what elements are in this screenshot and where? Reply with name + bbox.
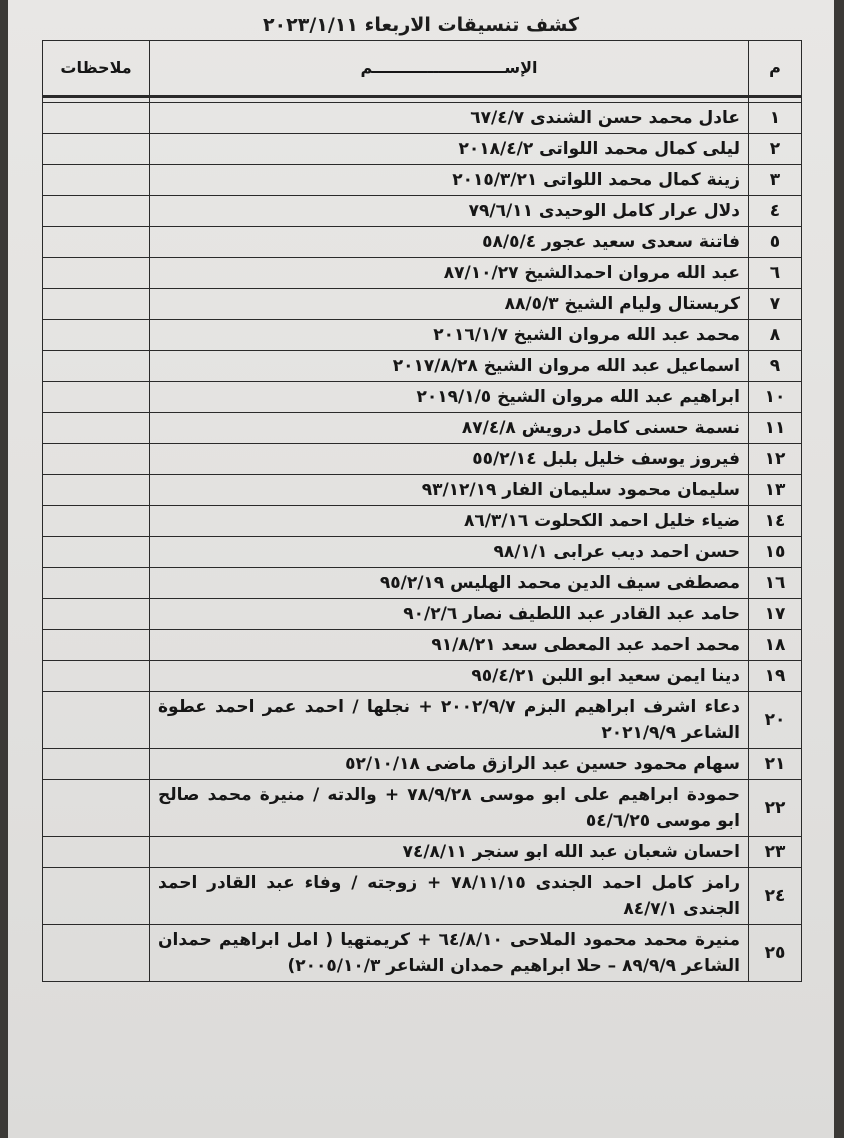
document-page	[8, 0, 834, 1138]
row-notes	[43, 289, 150, 320]
table-row	[43, 661, 802, 692]
header-notes: ملاحظات	[43, 41, 150, 97]
row-name: محمد عبد الله مروان الشيخ ٢٠١٦/١/٧	[150, 320, 749, 351]
row-notes	[43, 351, 150, 382]
table-row	[43, 382, 802, 413]
row-number: ١٣	[749, 475, 802, 506]
row-notes	[43, 868, 150, 925]
table-row	[43, 196, 802, 227]
table-row	[43, 568, 802, 599]
row-name: فاتنة سعدى سعيد عجور ٥٨/٥/٤	[150, 227, 749, 258]
table-row	[43, 289, 802, 320]
row-number: ٥	[749, 227, 802, 258]
table-row	[43, 749, 802, 780]
row-notes	[43, 103, 150, 134]
row-notes	[43, 661, 150, 692]
row-name: حامد عبد القادر عبد اللطيف نصار ٩٠/٢/٦	[150, 599, 749, 630]
row-name: كريستال وليام الشيخ ٨٨/٥/٣	[150, 289, 749, 320]
row-number: ١٥	[749, 537, 802, 568]
row-name: زينة كمال محمد اللواتى ٢٠١٥/٣/٢١	[150, 165, 749, 196]
row-number: ٢٤	[749, 868, 802, 925]
row-number: ١٩	[749, 661, 802, 692]
table-row	[43, 258, 802, 289]
table-row	[43, 134, 802, 165]
table-row	[43, 780, 802, 837]
row-number: ٩	[749, 351, 802, 382]
row-name: دينا ايمن سعيد ابو اللبن ٩٥/٤/٢١	[150, 661, 749, 692]
row-name: سليمان محمود سليمان الفار ٩٣/١٢/١٩	[150, 475, 749, 506]
header-number: م	[749, 41, 802, 97]
row-notes	[43, 196, 150, 227]
table-row	[43, 165, 802, 196]
row-number: ١	[749, 103, 802, 134]
table-row	[43, 227, 802, 258]
row-name: احسان شعبان عبد الله ابو سنجر ٧٤/٨/١١	[150, 837, 749, 868]
table-row	[43, 868, 802, 925]
row-name: فيروز يوسف خليل بلبل ٥٥/٢/١٤	[150, 444, 749, 475]
row-name: عادل محمد حسن الشندى ٦٧/٤/٧	[150, 103, 749, 134]
row-name: عبد الله مروان احمدالشيخ ٨٧/١٠/٢٧	[150, 258, 749, 289]
row-number: ٢٢	[749, 780, 802, 837]
row-notes	[43, 165, 150, 196]
row-notes	[43, 134, 150, 165]
row-notes	[43, 630, 150, 661]
table-body	[43, 97, 802, 982]
row-number: ٣	[749, 165, 802, 196]
row-name: سهام محمود حسين عبد الرازق ماضى ٥٢/١٠/١٨	[150, 749, 749, 780]
header-name: الإســــــــــــــــــــــــم	[150, 41, 749, 97]
row-name: ضياء خليل احمد الكحلوت ٨٦/٣/١٦	[150, 506, 749, 537]
row-name: دلال عرار كامل الوحيدى ٧٩/٦/١١	[150, 196, 749, 227]
row-notes	[43, 537, 150, 568]
row-notes	[43, 258, 150, 289]
table-row	[43, 444, 802, 475]
row-name: منيرة محمد محمود الملاحى ٦٤/٨/١٠ + كريمتهيا ( امل ابراهيم حمدان الشاعر ٨٩/٩/٩ – حلا ابراهيم حمدان الشاعر ٢٠٠٥/١٠/٣)	[150, 925, 749, 982]
row-name: اسماعيل عبد الله مروان الشيخ ٢٠١٧/٨/٢٨	[150, 351, 749, 382]
row-notes	[43, 925, 150, 982]
document-title: كشف تنسيقات الاربعاء ٢٠٢٣/١/١١	[262, 14, 580, 36]
row-name: نسمة حسنى كامل درويش ٨٧/٤/٨	[150, 413, 749, 444]
table-row	[43, 599, 802, 630]
table-header-row	[43, 41, 802, 97]
row-name: ابراهيم عبد الله مروان الشيخ ٢٠١٩/١/٥	[150, 382, 749, 413]
table-row	[43, 630, 802, 661]
row-number: ٢٥	[749, 925, 802, 982]
row-notes	[43, 413, 150, 444]
row-notes	[43, 227, 150, 258]
table-row	[43, 351, 802, 382]
row-notes	[43, 506, 150, 537]
row-number: ٢	[749, 134, 802, 165]
row-number: ٨	[749, 320, 802, 351]
table-row	[43, 537, 802, 568]
row-number: ١٧	[749, 599, 802, 630]
row-number: ١٢	[749, 444, 802, 475]
table-row	[43, 413, 802, 444]
row-number: ١١	[749, 413, 802, 444]
row-number: ١٨	[749, 630, 802, 661]
row-name: ليلى كمال محمد اللواتى ٢٠١٨/٤/٢	[150, 134, 749, 165]
table-row	[43, 925, 802, 982]
row-number: ٢١	[749, 749, 802, 780]
row-notes	[43, 320, 150, 351]
table-row	[43, 837, 802, 868]
table-row	[43, 692, 802, 749]
row-notes	[43, 475, 150, 506]
table-row	[43, 475, 802, 506]
row-notes	[43, 568, 150, 599]
row-name: حسن احمد ديب عرابى ٩٨/١/١	[150, 537, 749, 568]
row-number: ٦	[749, 258, 802, 289]
row-notes	[43, 444, 150, 475]
row-number: ٢٣	[749, 837, 802, 868]
row-notes	[43, 692, 150, 749]
row-notes	[43, 780, 150, 837]
row-name: محمد احمد عبد المعطى سعد ٩١/٨/٢١	[150, 630, 749, 661]
row-number: ٢٠	[749, 692, 802, 749]
coordination-table	[42, 40, 802, 982]
table-row	[43, 506, 802, 537]
row-number: ٤	[749, 196, 802, 227]
row-name: دعاء اشرف ابراهيم البزم ٢٠٠٢/٩/٧ + نجلها / احمد عمر احمد عطوة الشاعر ٢٠٢١/٩/٩	[150, 692, 749, 749]
row-number: ١٦	[749, 568, 802, 599]
row-notes	[43, 382, 150, 413]
row-notes	[43, 749, 150, 780]
row-notes	[43, 599, 150, 630]
row-number: ٧	[749, 289, 802, 320]
row-name: رامز كامل احمد الجندى ٧٨/١١/١٥ + زوجته / وفاء عبد القادر احمد الجندى ٨٤/٧/١	[150, 868, 749, 925]
table-row	[43, 103, 802, 134]
row-number: ١٤	[749, 506, 802, 537]
row-name: حمودة ابراهيم على ابو موسى ٧٨/٩/٢٨ + والدته / منيرة محمد صالح ابو موسى ٥٤/٦/٢٥	[150, 780, 749, 837]
row-notes	[43, 837, 150, 868]
table-row	[43, 320, 802, 351]
row-name: مصطفى سيف الدين محمد الهليس ٩٥/٢/١٩	[150, 568, 749, 599]
row-number: ١٠	[749, 382, 802, 413]
